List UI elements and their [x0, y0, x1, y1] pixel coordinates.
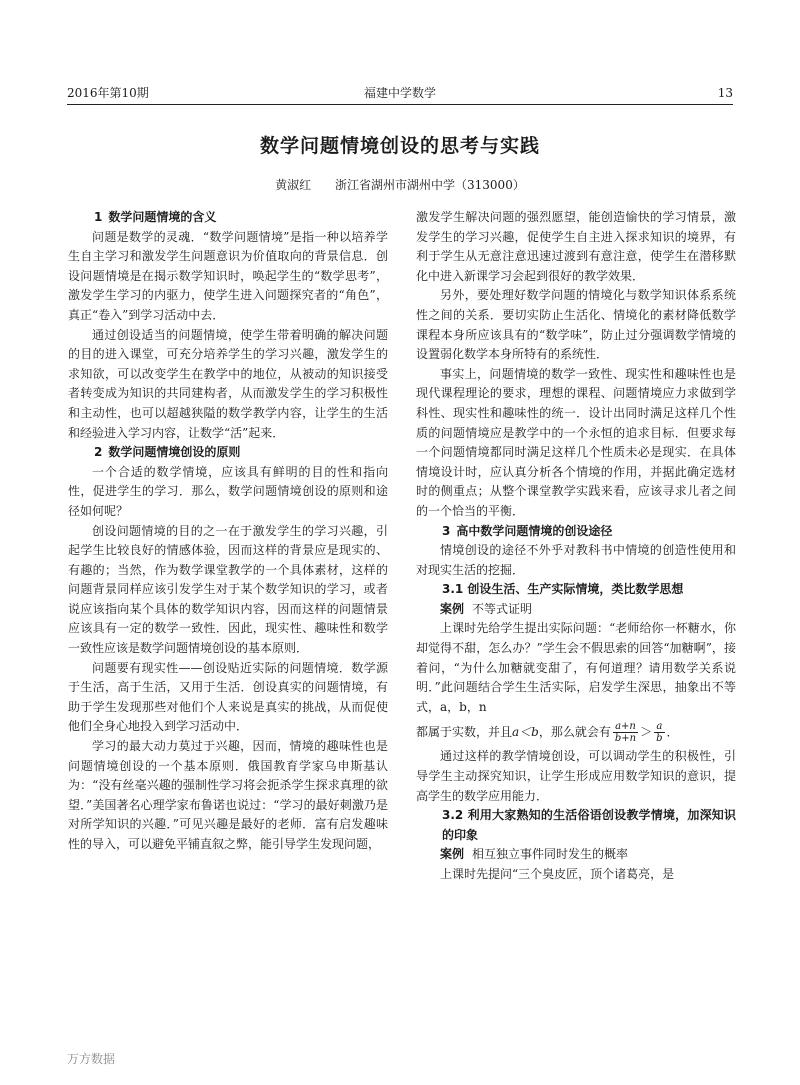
article-title: 数学问题情境创设的思考与实践	[259, 135, 540, 157]
section-heading-3: 3 高中数学问题情境的创设途径	[442, 523, 613, 538]
subsection-heading-3-2: 3.2 利用大家熟知的生活俗语创设教学情境，加深知识的印象	[442, 808, 736, 842]
case-line: 案例 不等式证明	[440, 601, 533, 616]
right-column	[416, 208, 736, 1008]
header-rule	[67, 104, 733, 105]
paragraph: 学习的最大动力莫过于兴趣，因而，情境的趣味性也是问题情境创设的一个基本原则．俄国教育学家乌申斯基认为：“没有丝毫兴趣的强制性学习将会扼杀学生探求真理的欲望．”美国著名心理学家布鲁诺也说过：“学习的最好刺激乃是对所学知识的兴趣．”可见兴趣是最好的老师．富有启发趣味性的导入，可以避免平铺直叙之弊，能引导学生发现问题，	[68, 739, 388, 851]
paragraph: 事实上，问题情境的数学一致性、现实性和趣味性也是现代课程理论的要求，理想的课程、问题情境应力求做到学科性、现实性和趣味性的统一．设计出同时满足这样几个性质的问题情境应是教学中的一个永恒的追求目标．但要求每一个问题情境都同时满足这样几个性质未必是现实．在具体情境设计时，应认真分析各个情境的作用，并据此确定选材时的侧重点；从整个课堂教学实践来看，应该寻求儿者之间的一个恰当的平衡．	[416, 366, 736, 518]
paragraph: 通过这样的教学情境创设，可以调动学生的积极性，引导学生主动探究知识，让学生形成应用数学知识的意识，提高学生的数学应用能力．	[416, 749, 736, 803]
running-head	[67, 84, 733, 102]
journal-name: 福建中学数学	[363, 86, 436, 100]
left-column	[68, 208, 388, 1008]
subsection-heading-3-1: 3.1 创设生活、生产实际情境，类比数学思想	[442, 582, 684, 597]
author-affiliation: 浙江省湖州市湖州中学（313000）	[335, 178, 525, 192]
paragraph: 上课时先给学生提出实际问题：“老师给你一杯糖水，你却觉得不甜，怎么办？”学生会不假思索的回答“加糖啊”，接着问，“为什么加糖就变甜了，有何道理？请用数学关系说明．”此问题结合学生生活实际，启发学生深思，抽象出不等式，a，b，n	[416, 621, 736, 714]
case-line: 案例 相互独立事件同时发生的概率	[440, 847, 629, 862]
paragraph: 问题要有现实性——创设贴近实际的问题情境．数学源于生活，高于生活，又用于生活．创设真实的问题情境，有助于学生发现那些对他们个人来说是真实的挑战，从而促使他们全身心地投入到学习活动中．	[68, 660, 388, 734]
fraction-right: $\frac{a}{b}$	[656, 721, 663, 745]
section-heading-1: 1 数学问题情境的含义	[94, 210, 217, 224]
issue-label: 2016年第10期	[67, 86, 149, 100]
paragraph: 一个合适的数学情境，应该具有鲜明的目的性和指向性，促进学生的学习．那么，数学问题情境创设的原则和途径如何呢？	[68, 464, 388, 518]
paragraph: 创设问题情境的目的之一在于激发学生的学习兴趣，引起学生比较良好的情感体验，因而这样的背景应是现实的、有趣的；当然，作为数学课堂教学的一个具体素材，这样的问题背景同样应该引发学生对于某个数学知识的学习，或者说应该指向某个具体的数学知识内容，因而这样的问题情景应该具有一定的数学一致性．因此，现实性、趣味性和数学一致性应该是数学问题情境创设的基本原则．	[68, 523, 388, 656]
paragraph: 情境创设的途径不外乎对教科书中情境的创造性使用和对现实生活的挖掘．	[416, 543, 736, 577]
paragraph: 另外，要处理好数学问题的情境化与数学知识体系系统性之间的关系．要切实防止生活化、情境化的素材降低数学课程本身所应该具有的“数学味”，防止过分强调数学情境的设置弱化数学本身所特有的系统性．	[416, 288, 736, 362]
byline	[0, 176, 800, 193]
source-watermark: 万方数据	[67, 1052, 116, 1066]
author-name: 黄淑红	[275, 178, 312, 192]
condition-expression: a＜b	[512, 725, 539, 740]
paragraph: 激发学生解决问题的强烈愿望，能创造愉快的学习情景，激发学生的学习兴趣，促使学生自主进入探求知识的境界，有利于学生从无意注意迅速过渡到有意注意，使学生在潜移默化中进入新课学习会起到很好的教学效果．	[416, 210, 736, 283]
paragraph: 通过创设适当的问题情境，使学生带着明确的解决问题的目的进入课堂，可充分培养学生的学习兴趣，激发学生的求知欲，可以改变学生在教学中的地位，从被动的知识接受者转变成为知识的共同建构者，从而激发学生的学习积极性和主动性，也可以超越狭隘的数学教学内容，让学生的生活和经验进入学习内容，让数学“活”起来．	[68, 327, 388, 440]
page-number: 13	[717, 86, 733, 100]
fraction-left: $\frac{a+n}{b+n}$	[614, 721, 637, 745]
paragraph: 上课时先提问“三个臭皮匠，顶个诸葛亮，是	[440, 867, 675, 881]
inequality-line: 都属于实数，并且a＜b，那么就会有 $\frac{a+n}{b+n}$ ＞ $\frac{a}{b}$ ．	[416, 721, 679, 745]
section-heading-2: 2 数学问题情境创设的原则	[94, 445, 241, 460]
paragraph: 问题是数学的灵魂．“数学问题情境”是指一种以培养学生自主学习和激发学生问题意识为价值取向的背景信息．创设问题情境是在揭示数学知识时，唤起学生的“数学思考”，激发学生学习的内驱力，使学生进入问题探究者的“角色”，真正“卷入”到学习活动中去．	[68, 229, 388, 322]
